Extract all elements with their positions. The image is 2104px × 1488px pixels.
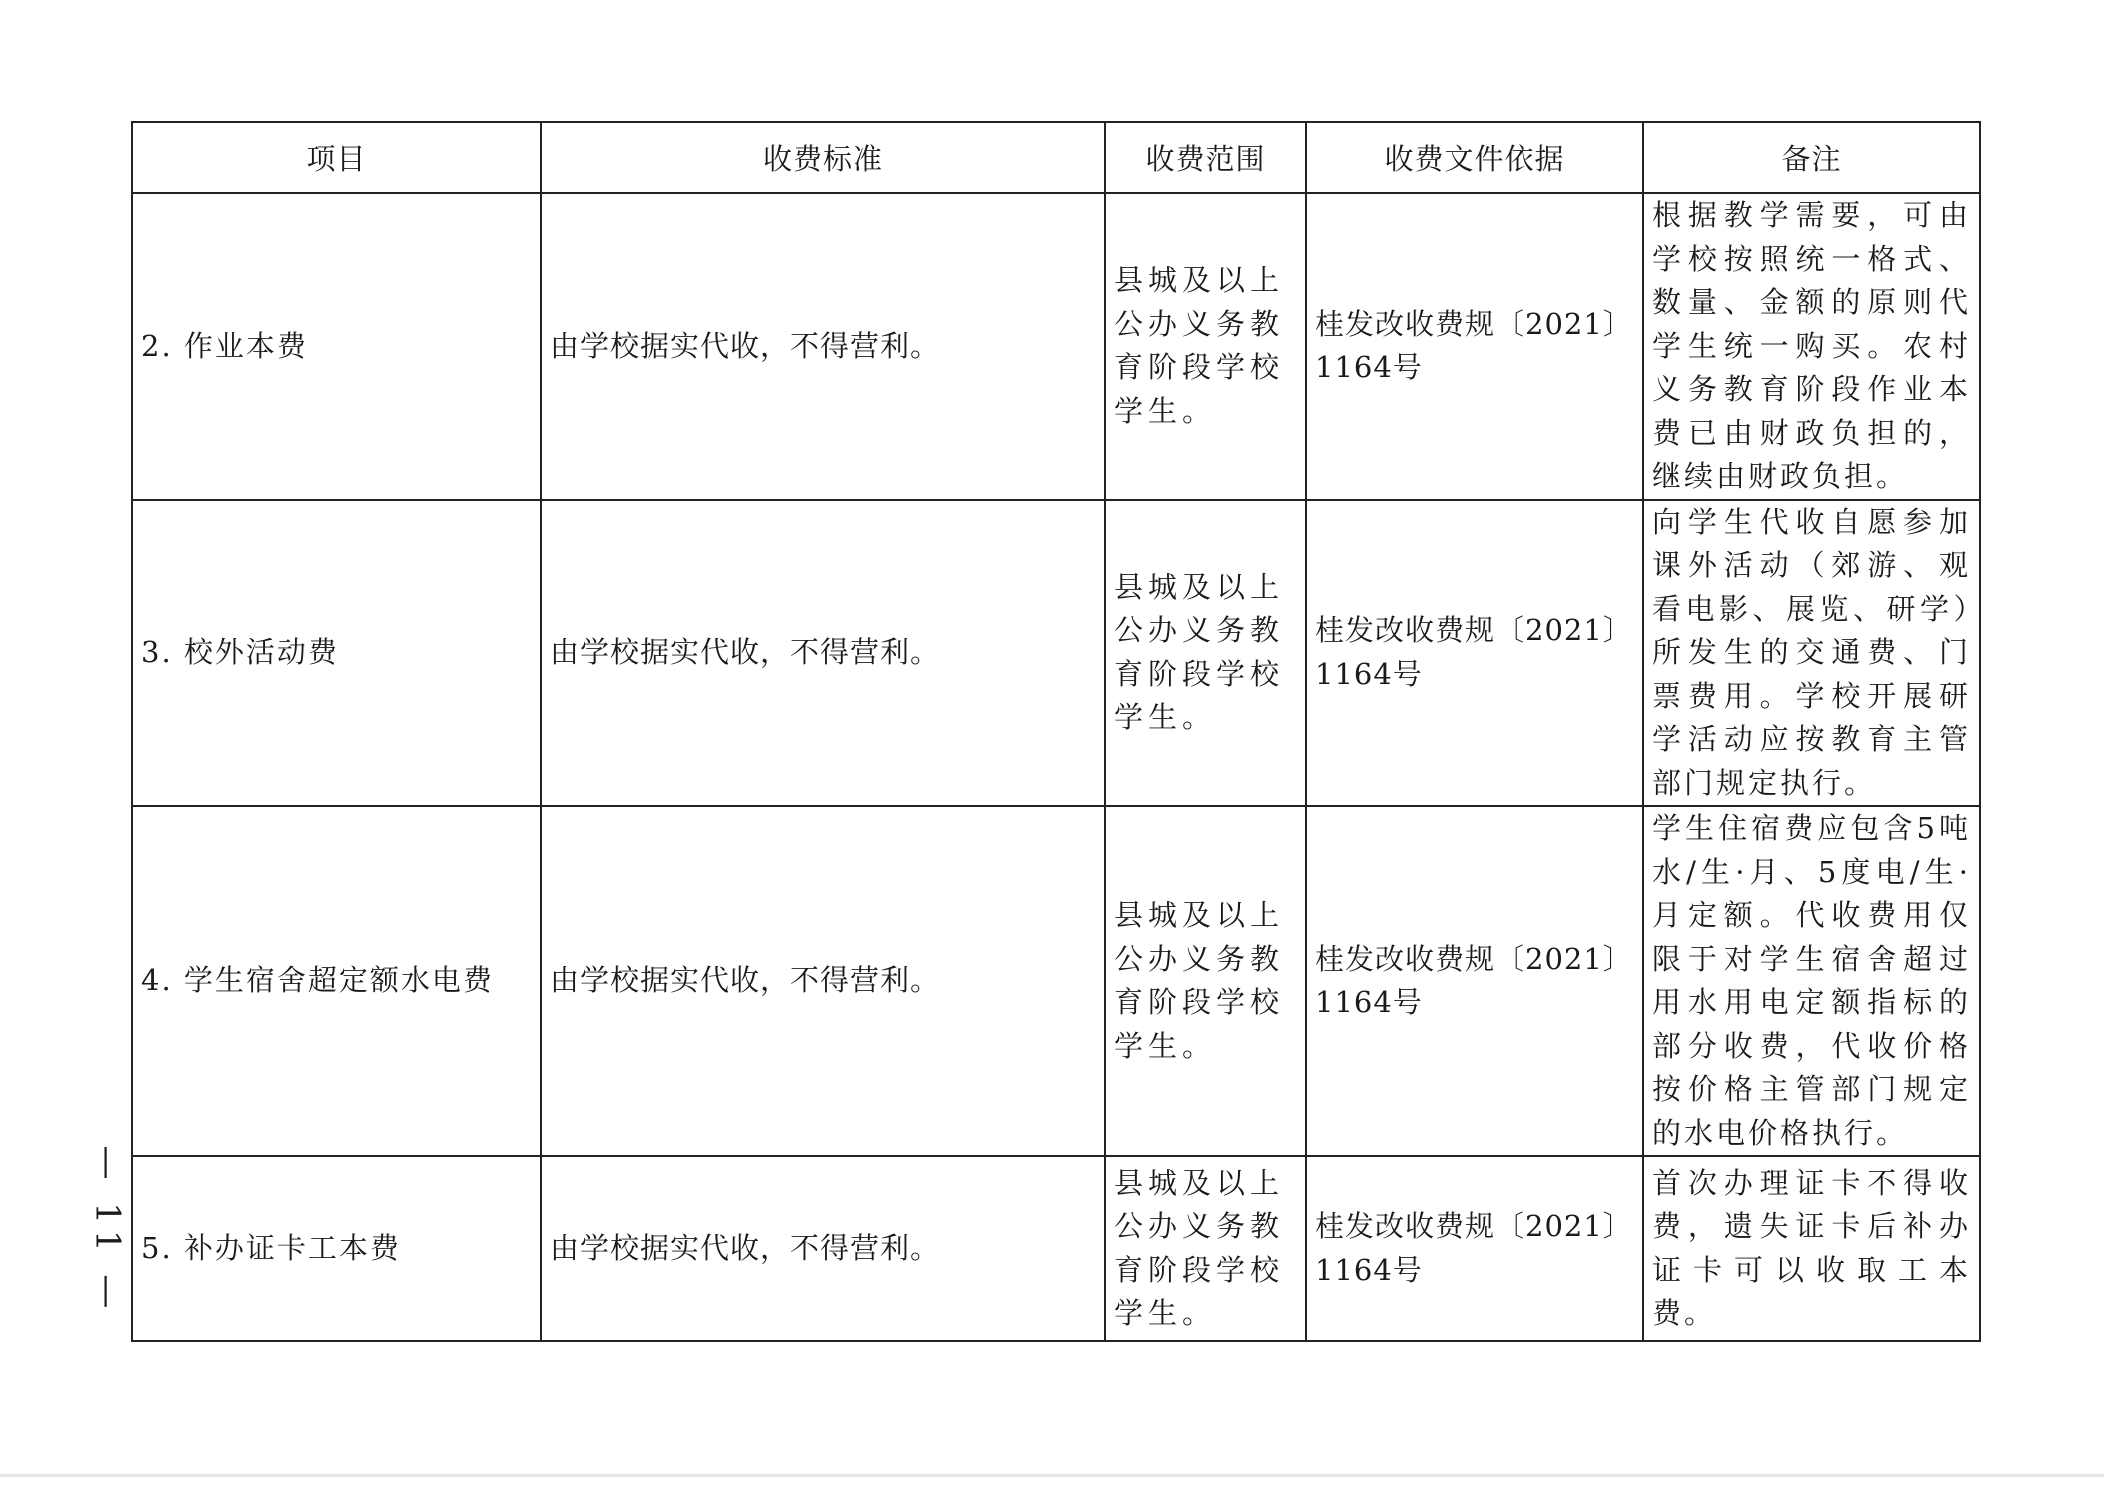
- header-item: 项目: [132, 122, 541, 193]
- item-cell: 4. 学生宿舍超定额水电费: [132, 806, 541, 1156]
- scope-cell: 县城及以上公办义务教育阶段学校学生。: [1105, 500, 1306, 807]
- item-cell: 2. 作业本费: [132, 193, 541, 500]
- fee-table-header: [132, 122, 1980, 193]
- fee-table-body: [132, 193, 1980, 1341]
- fee-table: [131, 121, 1981, 1342]
- header-note: 备注: [1643, 122, 1980, 193]
- basis-cell: 桂发改收费规〔2021〕1164号: [1306, 806, 1643, 1156]
- note-cell: 学生住宿费应包含5吨水/生·月、5度电/生·月定额。代收费用仅限于对学生宿舍超过用水用电定额指标的部分收费，代收价格按价格主管部门规定的水电价格执行。: [1643, 806, 1980, 1156]
- standard-cell: 由学校据实代收，不得营利。: [541, 500, 1105, 807]
- basis-cell: 桂发改收费规〔2021〕1164号: [1306, 500, 1643, 807]
- header-row: [132, 122, 1980, 193]
- scope-cell: 县城及以上公办义务教育阶段学校学生。: [1105, 806, 1306, 1156]
- table-row: [132, 193, 1980, 500]
- basis-cell: 桂发改收费规〔2021〕1164号: [1306, 193, 1643, 500]
- table-row: [132, 500, 1980, 807]
- scope-cell: 县城及以上公办义务教育阶段学校学生。: [1105, 1156, 1306, 1341]
- standard-cell: 由学校据实代收，不得营利。: [541, 806, 1105, 1156]
- header-basis: 收费文件依据: [1306, 122, 1643, 193]
- item-cell: 3. 校外活动费: [132, 500, 541, 807]
- basis-cell: 桂发改收费规〔2021〕1164号: [1306, 1156, 1643, 1341]
- table-row: [132, 806, 1980, 1156]
- header-standard: 收费标准: [541, 122, 1105, 193]
- standard-cell: 由学校据实代收，不得营利。: [541, 193, 1105, 500]
- table-row: [132, 1156, 1980, 1341]
- page-number-text: — 11 —: [87, 1145, 128, 1315]
- note-cell: 根据教学需要，可由学校按照统一格式、数量、金额的原则代学生统一购买。农村义务教育阶段作业本费已由财政负担的，继续由财政负担。: [1643, 193, 1980, 500]
- note-cell: 首次办理证卡不得收费，遗失证卡后补办证卡可以收取工本费。: [1643, 1156, 1980, 1341]
- note-cell: 向学生代收自愿参加课外活动（郊游、观看电影、展览、研学）所发生的交通费、门票费用。学校开展研学活动应按教育主管部门规定执行。: [1643, 500, 1980, 807]
- header-scope: 收费范围: [1105, 122, 1306, 193]
- page-number: [80, 1145, 134, 1315]
- scope-cell: 县城及以上公办义务教育阶段学校学生。: [1105, 193, 1306, 500]
- item-cell: 5. 补办证卡工本费: [132, 1156, 541, 1341]
- standard-cell: 由学校据实代收，不得营利。: [541, 1156, 1105, 1341]
- scan-edge-divider: [0, 1474, 2104, 1477]
